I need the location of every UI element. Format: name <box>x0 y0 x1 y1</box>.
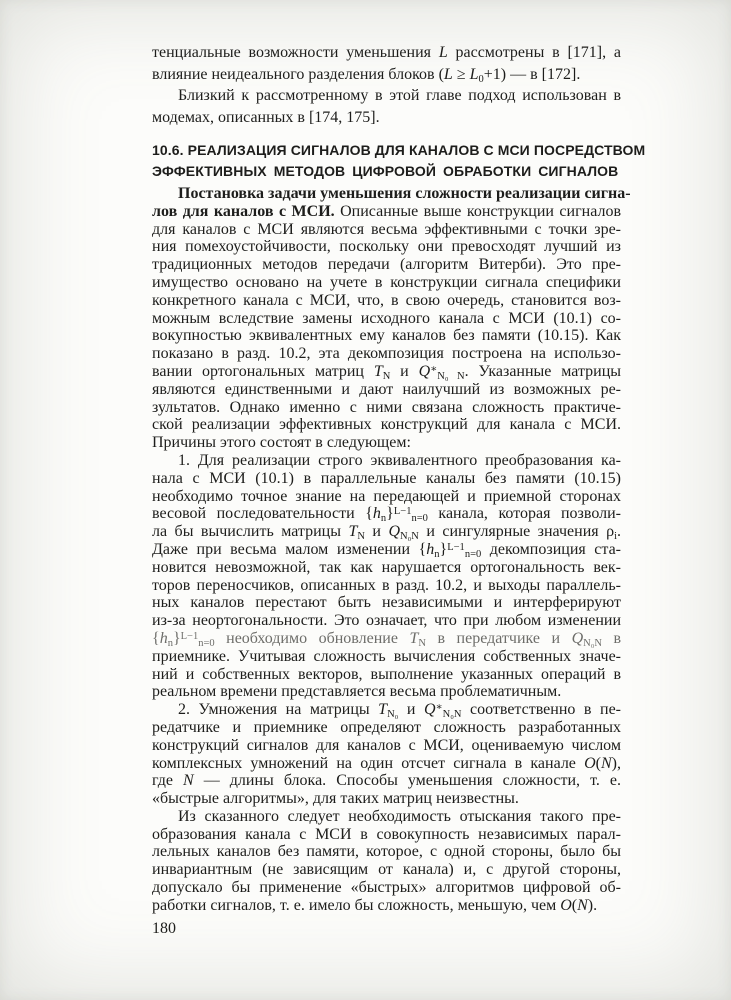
text-line: Близкий к рассмотренному в этой главе подход использован в <box>178 87 621 104</box>
text-line: модемах, описанных в [174, 175]. <box>152 108 380 126</box>
text-line: ных каналов перестают быть независимыми и интерферируют <box>152 594 621 612</box>
text-line: ла бы вычислить матрицы $T_N$ и $Q_{N_0N}$ и сингулярные значения $\rho_i$. <box>152 523 622 543</box>
text-line: ской реализации эффективных конструкций для канала с МСИ. <box>152 416 621 434</box>
text-line: для каналов с МСИ являются весьма эффективными с точки зре- <box>152 220 621 238</box>
section-heading <box>152 140 646 181</box>
text-line: торов переносчиков, описанных в разд. 10.2, и выходы параллель- <box>152 576 621 594</box>
paragraph <box>152 85 621 128</box>
text-line: конкретного канала с МСИ, что, в свою очередь, становится воз- <box>152 291 621 309</box>
text-line: зультатов. Однако именно с ними связана сложность практиче- <box>152 398 621 416</box>
paragraph <box>152 185 631 452</box>
text-line: из-за неортогональности. Это означает, что при любом изменении <box>152 612 621 630</box>
paragraph <box>152 42 621 85</box>
text-line: редатчике и приемнике определяют сложность разработанных <box>152 718 621 736</box>
text-line: тенциальные возможности уменьшения L рассмотрены в [171], а <box>152 44 622 61</box>
text-line: образования канала с МСИ в совокупность независимых парал- <box>152 825 621 843</box>
text-line: новится невозможной, так как нарушается ортогональность век- <box>152 558 621 576</box>
text-line: «быстрые алгоритмы», для таких матриц неизвестны. <box>152 790 519 808</box>
text-line: Даже при весьма малом изменении $\{h_n\}^{L-1}_{n=0}$ декомпозиция ста- <box>152 540 621 560</box>
paragraph <box>152 701 621 808</box>
text-line: можным вследствие замены исходного канала с МСИ (10.1) со- <box>152 309 621 327</box>
text-line: конструкций сигналов для каналов с МСИ, оцениваемую числом <box>152 736 621 754</box>
text-line: Из сказанного следует необходимость отыскания такого пре- <box>178 807 621 825</box>
text-line: лов для каналов с МСИ. Описанные выше конструкции сигналов <box>152 202 621 220</box>
text-line: инвариантным (не зависящим от канала) и, с другой стороны, <box>152 861 621 879</box>
text-line: вокупностью эквивалентных ему каналов без памяти (10.15). Как <box>152 327 621 345</box>
text-line: приемнике. Учитывая сложность вычисления собственных значе- <box>152 647 621 665</box>
text-line: традиционных методов передачи (алгоритм Витерби). Это пре- <box>152 256 621 274</box>
text-line: весовой последовательности $\{h_n\}^{L-1}_{n=0}$ канала, которая позволи- <box>152 505 621 525</box>
text-line: $\{h_n\}^{L-1}_{n=0}$ необходимо обновление $T_N$ в передатчике и $Q_{N_0N}$ в <box>152 629 622 649</box>
text-line: показано в разд. 10.2, эта декомпозиция построена на использо- <box>152 345 621 363</box>
text-line: имущество основано на учете в конструкции сигнала специфики <box>152 273 621 291</box>
paragraph <box>152 808 621 915</box>
text-line: работки сигналов, т. е. имело бы сложность, меньшую, чем O(N). <box>152 896 598 914</box>
text-line: являются единственными и дают наилучший из возможных ре- <box>152 380 621 398</box>
text-line: нала с МСИ (10.1) в параллельные каналы без памяти (10.15) <box>152 469 621 487</box>
text-line: 2. Умножения на матрицы $T_{N_0}$ и $Q^∗_{N_0N}$ соответственно в пе- <box>178 701 621 721</box>
text-line: где N — длины блока. Способы уменьшения сложности, т. е. <box>152 772 621 790</box>
text-line: лельных каналов без памяти, которое, с одной стороны, было бы <box>152 843 621 861</box>
text-line: ния помехоустойчивости, поскольку они превосходят лучший из <box>152 238 621 256</box>
heading-line: 10.6. РЕАЛИЗАЦИЯ СИГНАЛОВ ДЛЯ КАНАЛОВ С МСИ ПОСРЕДСТВОМ <box>152 142 646 158</box>
page-number: 180 <box>152 920 176 937</box>
paragraph <box>152 452 621 701</box>
text-line: Причины этого состоят в следующем: <box>152 434 411 452</box>
text-line: Постановка задачи уменьшения сложности реализации сигна- <box>178 185 631 202</box>
text-line: необходимо точное знание на передающей и приемной сторонах <box>152 487 621 505</box>
text-line: реальном времени представляется весьма проблематичным. <box>152 683 562 701</box>
heading-line: ЭФФЕКТИВНЫХ МЕТОДОВ ЦИФРОВОЙ ОБРАБОТКИ СИГНАЛОВ <box>152 162 619 179</box>
text-line: вании ортогональных матриц $T_N$ и $Q^∗_{N_0 N}$. Указанные матрицы <box>152 362 622 382</box>
text-line: 1. Для реализации строго эквивалентного преобразования ка- <box>178 451 621 469</box>
text-line: ний и собственных векторов, выполнение указанных операций в <box>152 665 621 683</box>
text-line: влияние неидеального разделения блоков $(L \ge L_0+1)$ — в [172]. <box>152 65 581 85</box>
text-column <box>152 42 646 915</box>
text-line: допускало бы применение «быстрых» алгоритмов цифровой об- <box>152 879 621 897</box>
text-line: комплексных умножений на один отсчет сигнала в канале O(N), <box>152 754 621 772</box>
